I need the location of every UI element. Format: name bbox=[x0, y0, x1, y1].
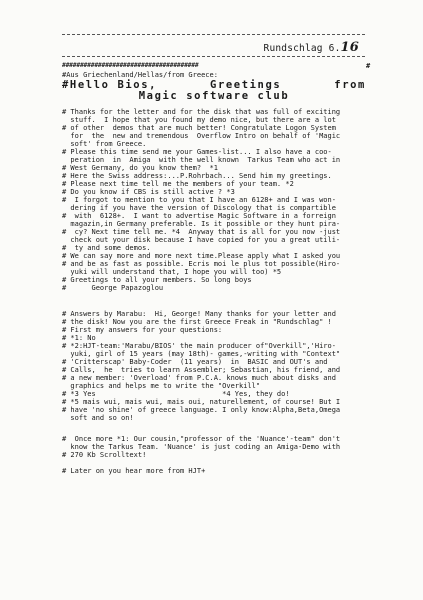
letter-line: # Greetings to all your members. So long boys bbox=[62, 276, 252, 284]
answer-line: yuki, girl of 15 years (may 18th)- games,-writing with "Context" bbox=[62, 350, 341, 358]
postscript-line: know the Tarkus Team. 'Nuance' is just coding an Amiga-Demo with bbox=[62, 443, 341, 451]
letter-line: # George Papazoglou bbox=[62, 284, 164, 292]
letter-line: # West Germany, do you know them? *1 bbox=[62, 164, 218, 172]
answer-body bbox=[62, 310, 364, 422]
answer-line: # *1: No bbox=[62, 334, 96, 342]
letter-title bbox=[62, 80, 366, 102]
letter-line: # Here the Swiss address:...P.Rohrbach... Send him my greetings. bbox=[62, 172, 332, 180]
header-divider bbox=[62, 56, 365, 57]
answer-line: # the disk! Now you are the first Greece Freak in "Rundschlag" ! bbox=[62, 318, 332, 326]
letter-line: # cy? Next time tell me. *4 Anyway that is all for you now -just bbox=[62, 228, 341, 236]
letter-line: # Please this time send me your Games-list... I also have a coo- bbox=[62, 148, 332, 156]
letter-line: # I forgot to mention to you that I have an 6128+ and I was won- bbox=[62, 196, 336, 204]
origin-line: #Aus Griechenland/Hellas/from Greece: bbox=[62, 71, 218, 79]
answer-line: # have 'no shine' of greece language. I only know:Alpha,Beta,Omega bbox=[62, 406, 341, 414]
page-header bbox=[264, 40, 359, 55]
page-number: 16 bbox=[340, 40, 359, 55]
answer-line: # a new member: 'Overload' from P.C.A. knows much about disks and bbox=[62, 374, 336, 382]
postscript-line: # Later on you hear more from HJT+ bbox=[62, 467, 206, 475]
answer-line: # Calls, he tries to learn Assembler; Sebastian, his friend, and bbox=[62, 366, 341, 374]
letter-line: # with 6128+. I want to advertise Magic Software in a forreign bbox=[62, 212, 336, 220]
answer-line: # 'Critterscap' Baby-Coder (11 years) in BASIC and OUT's and bbox=[62, 358, 328, 366]
letter-line: # Please next time tell me the members of your team. *2 bbox=[62, 180, 294, 188]
letter-line: # ty and some demos. bbox=[62, 244, 151, 252]
letter-line: yuki will understand that, I hope you will too) *5 bbox=[62, 268, 282, 276]
answer-line: # *5 mais wui, mais wui, mais oui, naturellement, of course! But I bbox=[62, 398, 341, 406]
answer-line: graphics and helps me to write the "Overkill" bbox=[62, 382, 261, 390]
hash-border: ###################################### bbox=[62, 62, 199, 69]
postscript-body bbox=[62, 435, 364, 475]
hash-border-end: # bbox=[366, 62, 371, 70]
title-hello: #Hello Bios, bbox=[62, 79, 158, 91]
letter-line: # of other demos that are much better! Congratulate Logon System bbox=[62, 124, 336, 132]
letter-line: check out your disk because I have copied for you a great utili- bbox=[62, 236, 341, 244]
letter-line: soft' from Greece. bbox=[62, 140, 147, 148]
top-divider bbox=[62, 34, 365, 35]
title-from: from bbox=[334, 79, 366, 91]
letter-body bbox=[62, 108, 364, 292]
title-club: Magic software club bbox=[138, 90, 290, 102]
magazine-label: Rundschlag 6. bbox=[263, 43, 341, 54]
letter-line: stuff. I hope that you found my demo nice, but there are a lot bbox=[62, 116, 336, 124]
answer-line: # First my answers for your questions: bbox=[62, 326, 223, 334]
answer-line: # *3 Yes *4 Yes, they do! bbox=[62, 390, 290, 398]
title-greetings: Greetings bbox=[210, 79, 282, 91]
answer-line: # Answers by Marabu: Hi, George! Many thanks for your letter and bbox=[62, 310, 336, 318]
letter-line: # We can say more and more next time.Please apply what I asked you bbox=[62, 252, 341, 260]
letter-line: magazin,in Germany preferable. Is it possible or they hunt pira- bbox=[62, 220, 341, 228]
letter-line: peration in Amiga with the well known Tarkus Team who act in bbox=[62, 156, 341, 164]
letter-line: # Do you know if CBS is still active ? *3 bbox=[62, 188, 235, 196]
letter-line: dering if you have the version of Discology that is compartible bbox=[62, 204, 336, 212]
postscript-line bbox=[62, 459, 364, 467]
answer-line: # *2:HJT-team:'Marabu/BIOS' the main producer of"Overkill",'Hiro- bbox=[62, 342, 336, 350]
postscript-line: # Once more *1: Our cousin,"professor of the 'Nuance'-team" don't bbox=[62, 435, 341, 443]
letter-line: # Thanks for the letter and for the disk that was full of exciting bbox=[62, 108, 341, 116]
letter-line: for the new and tremendous Overflow Intro on behalf of 'Magic bbox=[62, 132, 341, 140]
postscript-line: # 270 Kb Scrolltext! bbox=[62, 451, 147, 459]
letter-line: # and be as fast as possible. Ecris moi le plus tot possible(Hiro- bbox=[62, 260, 341, 268]
answer-line: soft and so on! bbox=[62, 414, 134, 422]
